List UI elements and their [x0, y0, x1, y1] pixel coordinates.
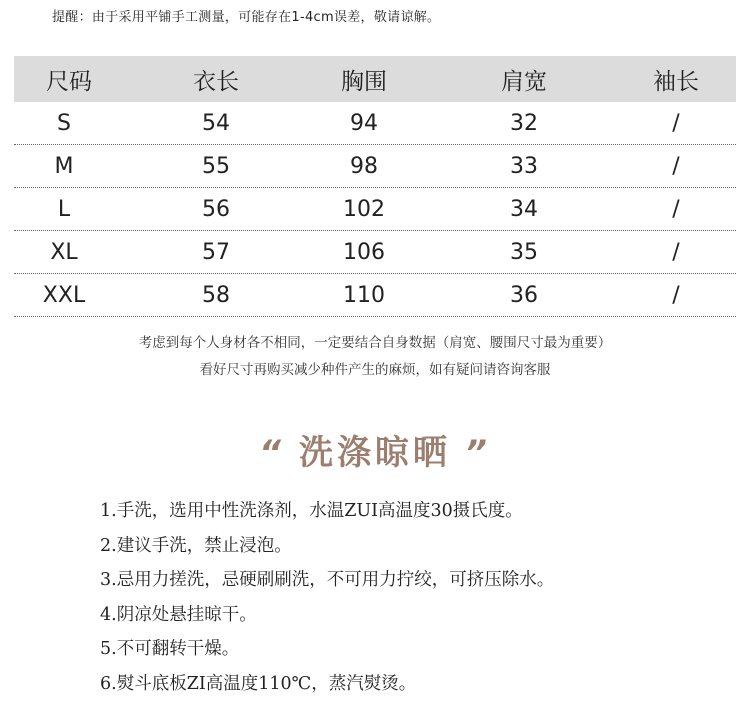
close-quote: ”	[465, 433, 491, 473]
cell-sleeve: /	[672, 110, 680, 136]
cell-size: XL	[50, 239, 78, 265]
cell-length: 57	[202, 239, 230, 265]
cell-sleeve: /	[672, 153, 680, 179]
cell-chest: 102	[343, 196, 385, 222]
size-table-header	[14, 56, 736, 102]
cell-size: L	[57, 196, 71, 222]
care-section-title	[0, 425, 750, 474]
cell-length: 58	[202, 282, 230, 308]
cell-shoulder: 36	[510, 282, 538, 308]
table-row	[14, 102, 736, 145]
list-item: 4.阴凉处悬挂晾干。	[100, 604, 257, 625]
care-title-text: 洗涤晾晒	[299, 433, 451, 473]
cell-size: S	[57, 110, 71, 136]
cell-shoulder: 35	[510, 239, 538, 265]
cell-length: 56	[202, 196, 230, 222]
header-size: 尺码	[46, 68, 92, 95]
size-note-line-2: 看好尺寸再购买减少种件产生的麻烦，如有疑问请咨询客服	[199, 362, 551, 378]
table-row	[14, 188, 736, 231]
cell-chest: 94	[350, 110, 378, 136]
list-item: 1.手洗，选用中性洗涤剂，水温ZUI高温度30摄氏度。	[100, 501, 523, 521]
header-chest: 胸围	[341, 68, 387, 95]
cell-shoulder: 33	[510, 153, 538, 179]
cell-length: 55	[202, 153, 230, 179]
header-shoulder: 肩宽	[501, 68, 547, 95]
size-table	[14, 56, 736, 317]
open-quote: “	[259, 433, 285, 473]
cell-sleeve: /	[672, 239, 680, 265]
list-item: 5.不可翻转干燥。	[100, 639, 240, 659]
table-row	[14, 145, 736, 188]
cell-size: M	[54, 153, 74, 179]
header-length: 衣长	[193, 68, 239, 95]
header-sleeve: 袖长	[653, 68, 699, 95]
list-item: 2.建议手洗，禁止浸泡。	[100, 535, 292, 556]
cell-length: 54	[202, 110, 230, 136]
cell-chest: 106	[343, 239, 385, 265]
list-item: 6.熨斗底板ZI高温度110℃，蒸汽熨烫。	[100, 673, 417, 694]
table-row	[14, 231, 736, 274]
cell-shoulder: 34	[510, 196, 538, 222]
cell-chest: 110	[343, 282, 385, 308]
size-note-line-1: 考虑到每个人身材各不相同，一定要结合自身数据（肩宽、腰围尺寸最为重要）	[138, 335, 612, 351]
cell-sleeve: /	[672, 282, 680, 308]
table-row	[14, 274, 736, 317]
cell-sleeve: /	[672, 196, 680, 222]
list-item: 3.忌用力搓洗，忌硬刷刷洗，不可用力拧绞，可挤压除水。	[100, 570, 555, 590]
measurement-notice: 提醒：由于采用平铺手工测量，可能存在1-4cm误差，敬请谅解。	[52, 10, 441, 25]
cell-shoulder: 32	[510, 110, 538, 136]
cell-size: XXL	[42, 282, 86, 308]
cell-chest: 98	[350, 153, 378, 179]
care-instructions	[100, 494, 554, 701]
